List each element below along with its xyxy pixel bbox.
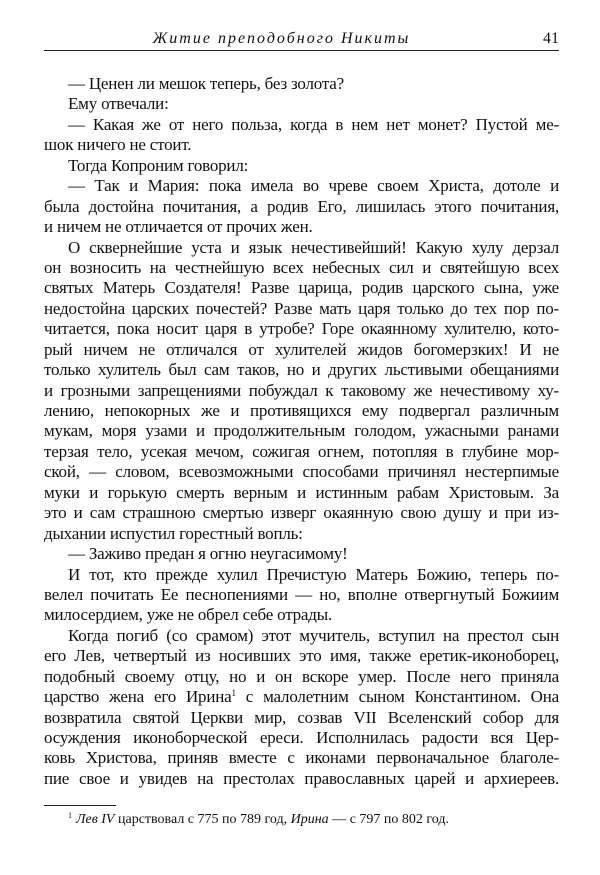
- text-line: — Так и Мария: пока имела во чреве своем Христа, дотоле и: [68, 176, 559, 196]
- footnote-name: Лев IV: [76, 812, 115, 827]
- text-line: И тот, кто прежде хулил Пречистую Матерь Божию, теперь по-: [68, 564, 559, 584]
- text-line: велел почитать Ее песнопениями — но, вполне отвергнутый Божиим: [44, 584, 559, 604]
- footnote-marker: 1: [68, 811, 72, 820]
- text-segment: царство жена его Ирина: [44, 687, 232, 707]
- text-line: дыхании испустил горестный вопль:: [44, 523, 303, 543]
- text-line: недостойна царских почестей? Разве мать царя только до тех пор по-: [44, 298, 559, 318]
- text-line: — Ценен ли мешок теперь, без золота?: [68, 74, 344, 93]
- text-line: только хулитель был сам таков, но и других льстивыми обещаниями: [44, 360, 559, 380]
- text-line: — Какая же от него польза, когда в нем нет монет? Пустой ме-: [68, 114, 559, 134]
- text-line: О сквернейшие уста и язык нечестивейший! Какую хулу дерзал: [68, 237, 559, 257]
- text-line: [44, 687, 559, 707]
- text-line: милосердием, уже не обрел себе отрады.: [44, 605, 332, 625]
- footnote-text: — с 797 по 802 год.: [328, 812, 450, 827]
- text-line: Тогда Копроним говорил:: [68, 155, 249, 175]
- text-line: терзая тело, усекая мечом, сожигая огнем, потопляя в глубине мор-: [44, 441, 559, 461]
- footnote-text: царствовал с 775 по 789 год,: [114, 812, 291, 827]
- text-line: Ему отвечали:: [68, 94, 169, 114]
- text-line: шок ничего не стоит.: [44, 135, 192, 155]
- text-line: и ничем не отличается от прочих жен.: [44, 217, 313, 237]
- text-line: возвратила святой Церкви мир, созвав VII Вселенский собор для: [44, 707, 559, 727]
- text-line: была достойна почитания, а родив Его, лишилась этого почитания,: [44, 196, 559, 216]
- text-line: осуждения иконоборческой ереси. Исполнилась радости вся Цер-: [44, 728, 559, 747]
- footnote-divider: [44, 805, 116, 806]
- footnote-name: Ирина: [290, 812, 329, 827]
- footnote: [68, 812, 449, 828]
- text-line: Когда погиб (со срамом) этот мучитель, вступил на престол сын: [68, 625, 559, 645]
- text-line: муки и горькую смерть верным и истинным рабам Христовым. За: [44, 482, 559, 502]
- text-line: мукам, моря узами и продолжительным голодом, ужасными ранами: [44, 421, 559, 441]
- page-number: 41: [543, 30, 559, 47]
- text-line: подобный своему отцу, но и он вскоре умер. После него приняла: [44, 666, 559, 686]
- text-line: это и сам страшною смертью изверг окаянную свою душу и при из-: [44, 503, 559, 523]
- running-title: Житие преподобного Никиты: [152, 30, 411, 47]
- footnote-reference: 1: [231, 688, 236, 699]
- text-line: читается, пока носит царя в утробе? Горе окаянному хулителю, кото-: [44, 319, 559, 339]
- text-line: он возносить на честнейшую всех небесных сил и святейшую всех: [44, 257, 559, 277]
- text-line: его Лев, четвертый из носивших это имя, также еретик-иконоборец,: [44, 646, 559, 666]
- page-header: [44, 30, 559, 51]
- text-line: ковь Христова, приняв вместе с иконами первоначальное благоле-: [44, 748, 559, 768]
- text-line: лению, непокорных же и противящихся ему подвергал различным: [44, 401, 559, 420]
- text-line: ской, — словом, всевозможными способами причинял нестерпимые: [44, 462, 559, 482]
- page-body-text: [44, 74, 559, 789]
- text-line: пие свое и увидев на престолах православных царей и архиереев.: [44, 768, 559, 788]
- text-line: рый ничем не отличался от хулителей жидов богомерзких! И не: [44, 339, 559, 359]
- text-line: святых Матерь Создателя! Разве царица, родив царского сына, уже: [44, 278, 559, 298]
- text-line: и грозными запрещениями побуждал к таковому же нечестивому ху-: [44, 380, 559, 400]
- text-segment: с малолетним сыном Константином. Она: [235, 687, 560, 707]
- text-line: — Заживо предан я огню неугасимому!: [68, 544, 348, 564]
